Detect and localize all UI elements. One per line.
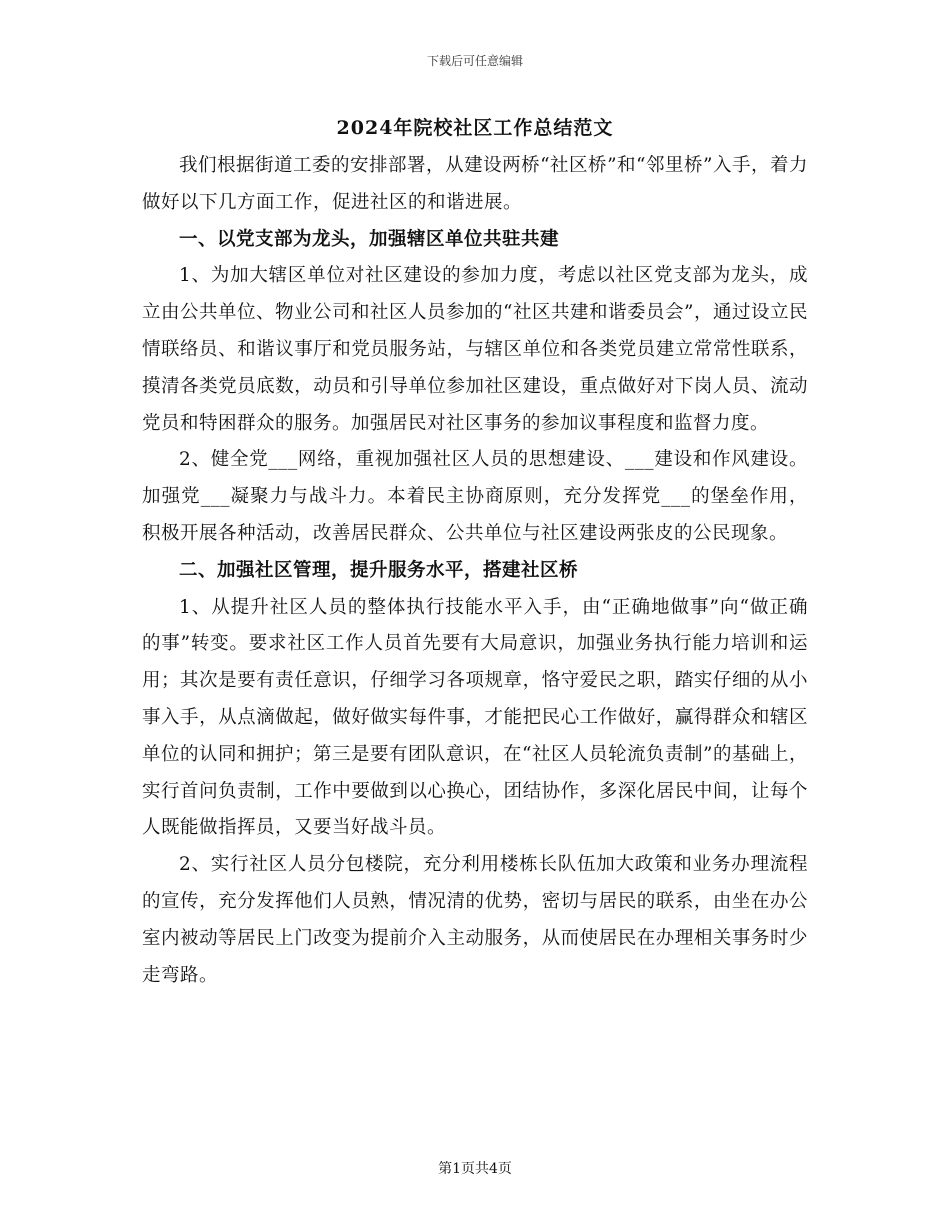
document-body	[142, 110, 808, 994]
document-title: 2024年院校社区工作总结范文	[336, 117, 614, 139]
paragraph-1-1: 1、为加大辖区单位对社区建设的参加力度，考虑以社区党支部为龙头，成立由公共单位、物业公司和社区人员参加的“社区共建和谐委员会”，通过设立民情联络员、和谐议事厅和党员服务站，与辖区单位和各类党员建立常常性联系，摸清各类党员底数，动员和引导单位参加社区建设，重点做好对下岗人员、流动党员和特困群众的服务。加强居民对社区事务的参加议事程度和监督力度。	[142, 265, 808, 434]
intro-paragraph: 我们根据街道工委的安排部署，从建设两桥“社区桥”和“邻里桥”入手，着力做好以下几方面工作，促进社区的和谐进展。	[142, 155, 808, 213]
header-note: 下载后可任意编辑	[426, 54, 523, 68]
page-footer: 第1页共4页	[438, 1161, 512, 1177]
paragraph-2-2: 2、实行社区人员分包楼院，充分利用楼栋长队伍加大政策和业务办理流程的宣传，充分发挥他们人员熟，情况清的优势，密切与居民的联系，由坐在办公室内被动等居民上门改变为提前介入主动服务，从而使居民在办理相关事务时少走弯路。	[142, 854, 808, 986]
paragraph-1-2: 2、健全党___网络，重视加强社区人员的思想建设、___建设和作风建设。加强党___凝聚力与战斗力。本着民主协商原则，充分发挥党___的堡垒作用，积极开展各种活动，改善居民群众、公共单位与社区建设两张皮的公民现象。	[142, 449, 808, 544]
paragraph-2-1: 1、从提升社区人员的整体执行技能水平入手，由“正确地做事”向“做正确的事”转变。要求社区工作人员首先要有大局意识，加强业务执行能力培训和运用；其次是要有责任意识，仔细学习各项规章，恪守爱民之职，踏实仔细的从小事入手，从点滴做起，做好做实每件事，才能把民心工作做好，赢得群众和辖区单位的认同和拥护；第三是要有团队意识，在“社区人员轮流负责制”的基础上，实行首问负责制，工作中要做到以心换心，团结协作，多深化居民中间，让每个人既能做指挥员，又要当好战斗员。	[142, 596, 808, 839]
section-heading-1: 一、以党支部为龙头，加强辖区单位共驻共建	[179, 228, 560, 250]
section-heading-2: 二、加强社区管理，提升服务水平，搭建社区桥	[179, 559, 579, 581]
